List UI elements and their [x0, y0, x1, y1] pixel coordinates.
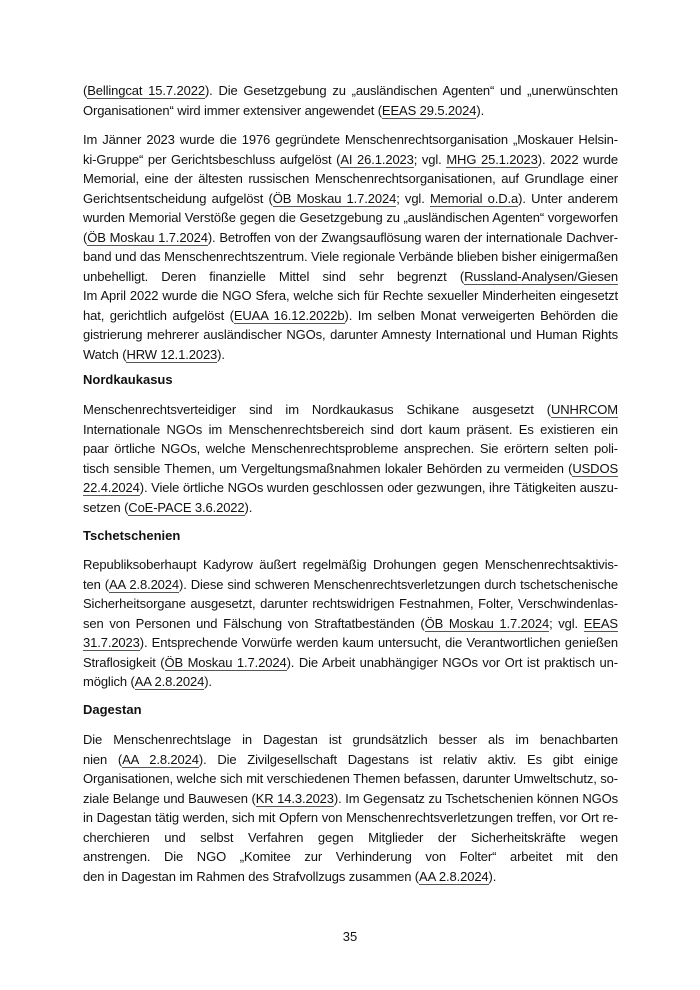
section-heading-tschetschenien: Tschetschenien: [83, 528, 181, 543]
page-number: 35: [342, 929, 358, 944]
text-segment: ). Diese sind schweren Menschenrechtsverletzungen durch tschetschenische: [179, 576, 618, 592]
citation-link[interactable]: MHG 25.1.2023: [446, 151, 538, 167]
citation-link[interactable]: KR 14.3.2023: [255, 790, 334, 806]
citation-link[interactable]: UNHRCOM: [83, 402, 618, 420]
paragraph: [83, 555, 618, 692]
text-line: [83, 247, 618, 267]
text-line: [83, 101, 618, 121]
text-line: [83, 286, 618, 306]
text-line: [83, 400, 618, 420]
citation-link[interactable]: EEAS 29.5.2024: [381, 102, 477, 118]
text-line: [83, 789, 618, 809]
paragraph: [83, 400, 618, 517]
text-line: [83, 750, 618, 770]
text-line: [83, 828, 618, 848]
citation-link[interactable]: USDOS: [572, 460, 618, 476]
citation-link[interactable]: AI 26.1.2023: [340, 151, 414, 167]
text-segment: ki-Gruppe“ per Gerichtsbeschluss aufgelöst (: [83, 151, 341, 167]
citation-link[interactable]: Memorial o.D.a: [429, 190, 519, 206]
citation-link[interactable]: ÖB Moskau 1.7.2024: [164, 654, 287, 670]
text-segment: Organisationen“ wird immer extensiver angewendet (: [83, 102, 382, 118]
text-line: [83, 150, 618, 170]
text-segment: ). Unter anderem: [518, 190, 618, 206]
citation-link[interactable]: ÖB Moskau 1.7.2024: [272, 190, 397, 206]
text-segment: Im April 2022 wurde die NGO Sfera, welche sich für Rechte sexueller Minderheiten eingesetzt: [83, 288, 618, 303]
citation-link[interactable]: Bellingcat 15.7.2022: [87, 83, 205, 98]
text-segment: tisch sensible Themen, um Vergeltungsmaßnahmen lokaler Behörden zu vermeiden (: [83, 460, 573, 476]
text-segment: ).: [204, 674, 212, 689]
text-segment: ).: [476, 102, 485, 118]
text-segment: Internationale NGOs im Menschenrechtsbereich sind dort kaum präsent. Es existieren ein: [83, 421, 618, 437]
text-line: [83, 459, 618, 479]
text-line: [83, 555, 618, 575]
text-segment: Straflosigkeit (: [83, 654, 165, 670]
text-segment: (: [83, 229, 88, 245]
text-line: [83, 169, 618, 189]
text-line: [83, 345, 618, 365]
text-line: [83, 420, 618, 440]
text-segment: ). Die Gesetzgebung zu „ausländischen Agenten“ und „unerwünschten: [204, 83, 618, 98]
text-segment: den in Dagestan im Rahmen des Strafvollzugs zusammen (: [83, 868, 420, 884]
citation-link[interactable]: CoE-PACE 3.6.2022: [128, 499, 245, 515]
text-segment: möglich (: [83, 674, 135, 689]
citation-link[interactable]: AA 2.8.2024: [419, 868, 489, 884]
text-segment: anstrengen. Die NGO „Komitee zur Verhinderung von Folter“ arbeitet mit den: [83, 849, 618, 864]
text-segment: ).: [488, 868, 497, 884]
text-segment: ). Im Gegensatz zu Tschetschenien können NGOs: [333, 790, 618, 806]
text-segment: cherchieren und selbst Verfahren gegen Mitglieder der Sicherheitskräfte wegen: [83, 829, 618, 845]
text-line: [83, 267, 618, 287]
citation-link[interactable]: ÖB Moskau 1.7.2024: [87, 229, 208, 245]
text-segment: (: [83, 83, 88, 98]
citation-link[interactable]: ÖB Moskau 1.7.2024: [424, 615, 550, 631]
text-segment: ziale Belange und Bauwesen (: [83, 790, 256, 806]
citation-link[interactable]: 22.4.2024: [83, 480, 140, 495]
text-segment: gistrierung mehrerer ausländischer NGOs, darunter Amnesty International und Human Rights: [83, 327, 618, 342]
text-line: [83, 769, 618, 789]
text-line: [83, 478, 618, 498]
text-line: [83, 633, 618, 653]
paragraph: [83, 730, 618, 886]
text-segment: Gerichtsentscheidung aufgelöst (: [83, 190, 273, 206]
text-line: [83, 847, 618, 867]
section-heading-dagestan: Dagestan: [83, 702, 142, 717]
text-segment: band und das Menschenrechtszentrum. Viele regionale Verbände blieben bisher einigermaßen: [83, 249, 618, 264]
text-line: [83, 208, 618, 228]
text-line: [83, 81, 618, 101]
text-segment: ; vgl.: [396, 190, 430, 206]
text-segment: paar örtliche NGOs, welche Menschenrechtsprobleme ansprechen. Sie erörtern selten poli-: [83, 441, 618, 456]
text-line: [83, 439, 618, 459]
text-segment: ). 2022 wurde: [537, 151, 618, 167]
text-line: [83, 130, 618, 150]
text-segment: ).: [217, 346, 225, 362]
text-line: [83, 228, 618, 248]
text-segment: ). Entsprechende Vorwürfe werden kaum untersucht, die Verantwortlichen genießen: [139, 635, 618, 650]
text-segment: sen von Personen und Fälschung von Straftatbeständen (: [83, 615, 425, 631]
text-line: [83, 614, 618, 634]
text-segment: ). Betroffen von der Zwangsauflösung waren der internationale Dachver-: [207, 229, 618, 245]
text-line: [83, 325, 618, 345]
text-segment: ten (: [83, 576, 109, 592]
citation-link[interactable]: EEAS: [583, 615, 618, 631]
text-line: [83, 653, 618, 673]
text-line: [83, 498, 618, 518]
text-segment: Die Menschenrechtslage in Dagestan ist grundsätzlich besser als im benachbarten: [83, 732, 618, 747]
text-segment: ). Die Arbeit unabhängiger NGOs vor Ort ist praktisch un-: [286, 654, 618, 670]
text-segment: Organisationen, welche sich mit verschiedenen Themen befassen, darunter Umweltschutz, so-: [83, 771, 618, 786]
citation-link[interactable]: EUAA 16.12.2022b: [233, 307, 345, 323]
text-line: [83, 867, 618, 887]
text-line: [83, 672, 618, 692]
paragraph: [83, 81, 618, 120]
text-line: [83, 730, 618, 750]
citation-link[interactable]: Russland-Analysen/Giesen: [83, 269, 618, 287]
citation-link[interactable]: 31.7.2023: [83, 635, 140, 650]
text-segment: ).: [244, 499, 253, 515]
text-line: [83, 594, 618, 614]
text-segment: setzen (: [83, 499, 129, 515]
paragraph: [83, 130, 618, 364]
citation-link[interactable]: AA 2.8.2024: [108, 576, 180, 592]
text-line: [83, 189, 618, 209]
text-segment: ). Die Zivilgesellschaft Dagestans ist relativ aktiv. Es gibt einige: [198, 751, 618, 767]
text-segment: hat, gerichtlich aufgelöst (: [83, 307, 234, 323]
text-segment: Im Jänner 2023 wurde die 1976 gegründete Menschenrechtsorganisation „Moskauer Helsin-: [83, 132, 618, 147]
text-segment: ). Im selben Monat verweigerten Behörden die: [344, 307, 618, 323]
text-line: [83, 808, 618, 828]
text-line: [83, 575, 618, 595]
text-segment: ). Viele örtliche NGOs wurden geschlossen oder gezwungen, ihre Tätigkeiten auszu-: [139, 480, 618, 495]
text-segment: Sicherheitsorgane ausgesetzt, darunter rechtswidrigen Festnahmen, Folter, Verschwindenlas-: [83, 596, 618, 611]
text-segment: unbehelligt. Deren finanzielle Mittel sind sehr begrenzt (: [83, 268, 465, 284]
text-segment: Menschenrechtsverteidiger sind im Nordkaukasus Schikane ausgesetzt (: [83, 402, 551, 417]
text-segment: ; vgl.: [549, 615, 584, 631]
text-line: [83, 306, 618, 326]
text-segment: nien (: [83, 751, 123, 767]
section-heading-nordkaukasus: Nordkaukasus: [83, 372, 173, 387]
citation-link[interactable]: AA 2.8.2024: [134, 674, 205, 689]
text-segment: in Dagestan tätig werden, sich mit Opfern von Menschenrechtsverletzungen treffen, vor Ort re-: [83, 810, 618, 825]
text-segment: Memorial, eine der ältesten russischen Menschenrechtsorganisationen, auf Grundlage einer: [83, 171, 618, 186]
text-segment: Watch (: [83, 346, 127, 362]
citation-link[interactable]: HRW 12.1.2023: [126, 346, 218, 362]
text-segment: Republiksoberhaupt Kadyrow äußert regelmäßig Drohungen gegen Menschenrechtsaktivis-: [83, 557, 618, 572]
citation-link[interactable]: AA 2.8.2024: [122, 751, 199, 767]
text-segment: ; vgl.: [413, 151, 447, 167]
text-segment: wurden Memorial Verstöße gegen die Gesetzgebung zu „ausländischen Agenten“ vorgeworfen: [83, 210, 618, 225]
